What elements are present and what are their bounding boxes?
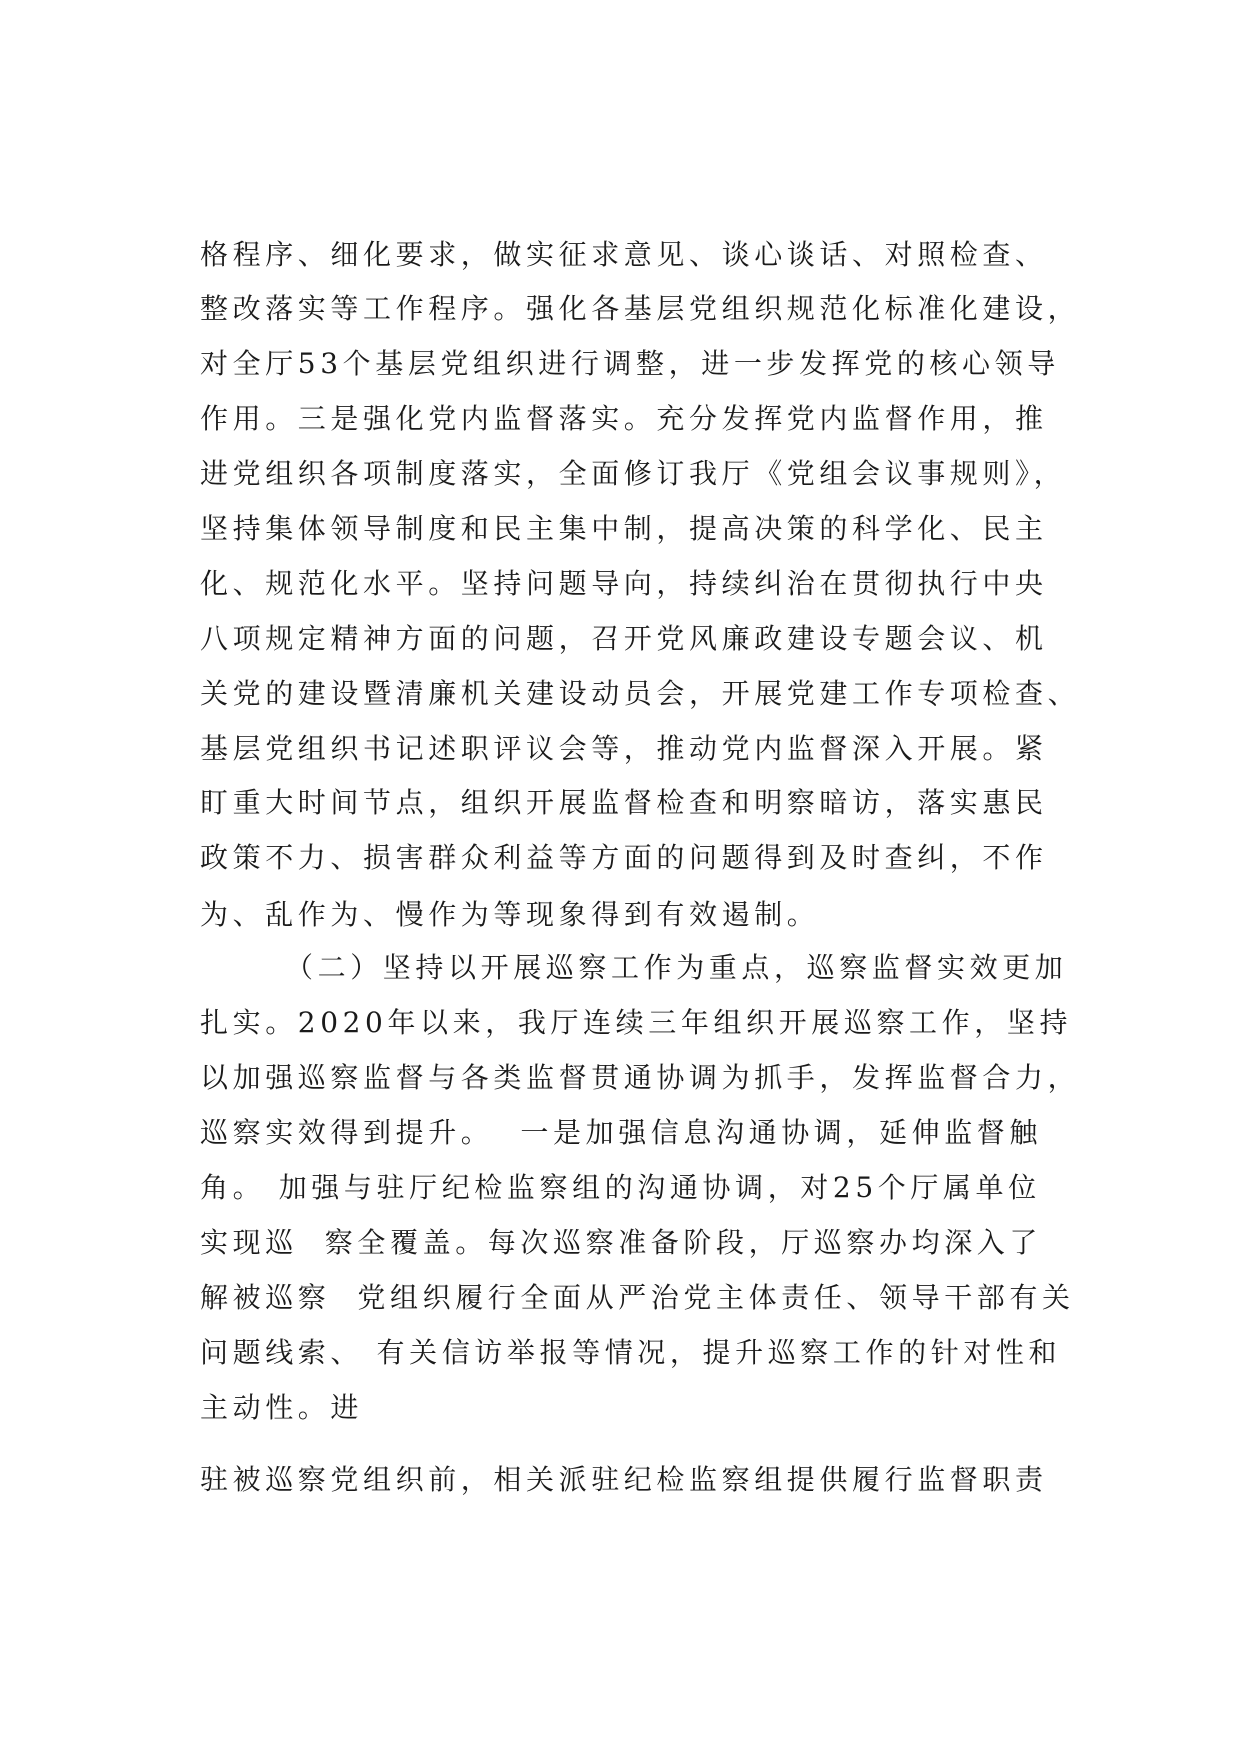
body-text-line: 整改落实等工作程序。强化各基层党组织规范化标准化建设， xyxy=(200,292,1081,325)
body-text-line: 政策不力、损害群众利益等方面的问题得到及时查纠，不作 xyxy=(200,841,1048,874)
body-text-line: 解被巡察 党组织履行全面从严治党主体责任、领导干部有关 xyxy=(200,1281,1075,1314)
body-text-line: 化、规范化水平。坚持问题导向，持续纠治在贯彻执行中央 xyxy=(200,567,1048,600)
body-text-line: 问题线索、 有关信访举报等情况，提升巡察工作的针对性和 xyxy=(200,1336,1062,1369)
body-text-line: 盯重大时间节点，组织开展监督检查和明察暗访，落实惠民 xyxy=(200,786,1048,819)
body-text-line: 实现巡 察全覆盖。每次巡察准备阶段，厅巡察办均深入了 xyxy=(200,1226,1043,1259)
body-text-line: 以加强巡察监督与各类监督贯通协调为抓手，发挥监督合力， xyxy=(200,1061,1081,1094)
body-text-line: 主动性。进 xyxy=(200,1391,364,1424)
body-text-line: 扎实。2020年以来，我厅连续三年组织开展巡察工作，坚持 xyxy=(200,1006,1073,1039)
body-text-line: 关党的建设暨清廉机关建设动员会，开展党建工作专项检查、 xyxy=(200,677,1081,710)
body-text-line: 角。 加强与驻厅纪检监察组的沟通协调，对25个厅属单位 xyxy=(200,1171,1041,1204)
body-text-line: 坚持集体领导制度和民主集中制，提高决策的科学化、民主 xyxy=(200,512,1048,545)
body-text-line: 驻被巡察党组织前，相关派驻纪检监察组提供履行监督职责 xyxy=(200,1463,1048,1496)
body-text-line: 对全厅53个基层党组织进行调整，进一步发挥党的核心领导 xyxy=(200,347,1060,380)
section-heading-line: （二）坚持以开展巡察工作为重点，巡察监督实效更加 xyxy=(285,951,1068,984)
body-text-line: 为、乱作为、慢作为等现象得到有效遏制。 xyxy=(200,898,820,931)
body-text-line: 八项规定精神方面的问题，召开党风廉政建设专题会议、机 xyxy=(200,622,1048,655)
body-text-line: 作用。三是强化党内监督落实。充分发挥党内监督作用，推 xyxy=(200,402,1048,435)
body-text-line: 巡察实效得到提升。 一是加强信息沟通协调，延伸监督触 xyxy=(200,1116,1043,1149)
body-text-line: 基层党组织书记述职评议会等，推动党内监督深入开展。紧 xyxy=(200,732,1048,765)
body-text-line: 进党组织各项制度落实，全面修订我厅《党组会议事规则》， xyxy=(200,457,1067,490)
body-text-line: 格程序、细化要求，做实征求意见、谈心谈话、对照检查、 xyxy=(200,238,1048,271)
